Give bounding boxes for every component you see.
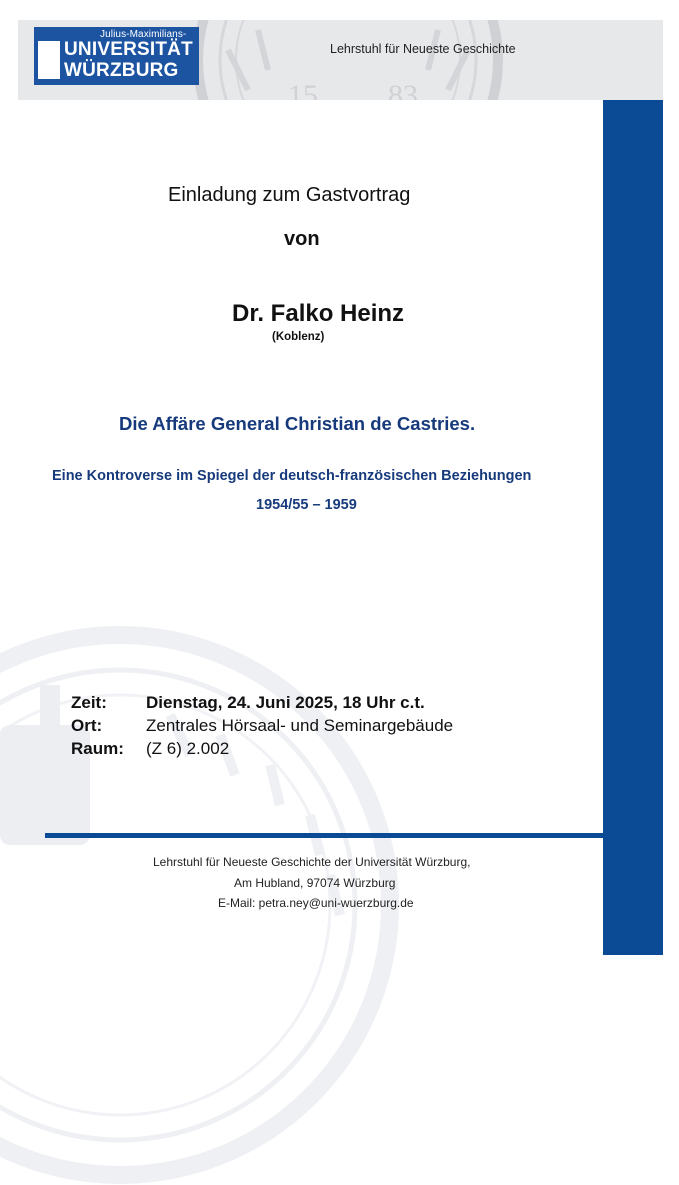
talk-years: 1954/55 – 1959 <box>256 497 357 513</box>
room-value: (Z 6) 2.002 <box>146 739 230 758</box>
footer-divider <box>45 833 603 838</box>
right-accent-bar <box>603 100 663 955</box>
talk-title: Die Affäre General Christian de Castries. <box>119 413 476 434</box>
speaker-affiliation: (Koblenz) <box>272 331 325 343</box>
footer-address-line2: Am Hubland, 97074 Würzburg <box>234 876 396 890</box>
time-label: Zeit: <box>71 693 107 712</box>
svg-text:83: 83 <box>388 79 418 112</box>
talk-subtitle: Eine Kontroverse im Spiegel der deutsch-französischen Beziehungen <box>52 468 532 484</box>
footer-email[interactable]: E-Mail: petra.ney@uni-wuerzburg.de <box>218 896 414 910</box>
logo-wordmark-line2: WÜRZBURG <box>64 60 179 81</box>
chair-name-header: Lehrstuhl für Neueste Geschichte <box>330 42 516 56</box>
university-seal-watermark <box>188 20 508 112</box>
speaker-name: Dr. Falko Heinz <box>232 300 405 327</box>
invitation-title: Einladung zum Gastvortrag <box>168 184 411 206</box>
invitation-von: von <box>284 228 320 250</box>
logo-subtitle: Julius-Maximilians- <box>100 29 187 40</box>
footer-address-line1: Lehrstuhl für Neueste Geschichte der Universität Würzburg, <box>153 855 471 869</box>
logo-white-block <box>38 41 60 79</box>
university-logo[interactable] <box>34 27 199 85</box>
logo-wordmark-line1: UNIVERSITÄT <box>64 39 193 60</box>
place-value: Zentrales Hörsaal- und Seminargebäude <box>146 716 454 735</box>
room-label: Raum: <box>71 739 124 758</box>
time-value: Dienstag, 24. Juni 2025, 18 Uhr c.t. <box>146 693 425 712</box>
place-label: Ort: <box>71 716 103 735</box>
svg-text:15: 15 <box>288 79 318 112</box>
